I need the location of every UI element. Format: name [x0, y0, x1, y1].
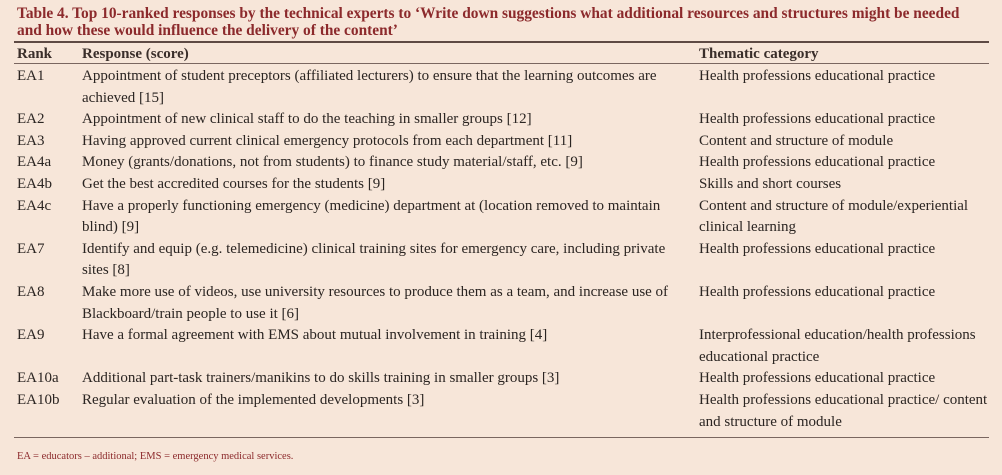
table-row — [0, 131, 1002, 153]
cell-rank: EA1 — [17, 68, 45, 84]
table-body — [0, 66, 1002, 433]
cell-rank: EA3 — [17, 132, 45, 149]
cell-rank: EA10a — [17, 370, 59, 387]
cell-category: Health professions educational practice — [699, 68, 936, 84]
cell-response: Additional part-task trainers/manikins to do skills training in smaller groups [3] — [82, 370, 560, 387]
table-row — [0, 282, 1002, 325]
cell-response: Make more use of videos, use university resources to produce them as a team, and increase use of Blackboard/train people to use it [6] — [82, 283, 669, 322]
table-top-rule — [14, 41, 989, 43]
table-row — [0, 368, 1002, 390]
cell-response: Having approved current clinical emergency protocols from each department [11] — [82, 132, 573, 149]
table-caption-line-2: and how these would influence the delivery of the content’ — [17, 22, 398, 39]
cell-response: Identify and equip (e.g. telemedicine) clinical training sites for emergency care, including private sites [8] — [82, 240, 666, 279]
table-row — [0, 239, 1002, 282]
table-row — [0, 390, 1002, 433]
table-row — [0, 152, 1002, 174]
cell-response: Regular evaluation of the implemented developments [3] — [82, 391, 425, 408]
cell-rank: EA4c — [17, 197, 52, 214]
header-response: Response (score) — [82, 46, 189, 62]
cell-category: Interprofessional education/health professions educational practice — [699, 327, 976, 365]
cell-category: Health professions educational practice — [699, 111, 936, 128]
cell-category: Skills and short courses — [699, 175, 842, 192]
table-row — [0, 66, 1002, 109]
cell-category: Content and structure of module/experiential clinical learning — [699, 197, 969, 236]
table-footnote: EA = educators – additional; EMS = emergency medical services. — [17, 451, 294, 462]
cell-rank: EA2 — [17, 111, 45, 128]
cell-rank: EA8 — [17, 283, 45, 300]
cell-response: Have a formal agreement with EMS about mutual involvement in training [4] — [82, 327, 548, 344]
cell-rank: EA10b — [17, 391, 60, 408]
cell-response: Appointment of new clinical staff to do the teaching in smaller groups [12] — [82, 111, 532, 128]
cell-rank: EA4b — [17, 175, 52, 192]
cell-category: Health professions educational practice — [699, 240, 936, 257]
cell-category: Health professions educational practice/ content and structure of module — [699, 391, 988, 430]
cell-category: Health professions educational practice — [699, 283, 936, 300]
table-row — [0, 325, 1002, 368]
cell-response: Appointment of student preceptors (affiliated lecturers) to ensure that the learning outcomes are achieved [15] — [82, 68, 657, 106]
cell-category: Health professions educational practice — [699, 154, 936, 171]
header-rank: Rank — [17, 46, 53, 62]
table-bottom-rule — [14, 437, 989, 438]
header-category: Thematic category — [699, 46, 819, 62]
table-row — [0, 174, 1002, 196]
table-caption-line-1: Table 4. Top 10-ranked responses by the technical experts to ‘Write down suggestions what additional resources and structures might be needed — [17, 5, 960, 22]
table-caption — [17, 5, 992, 39]
cell-rank: EA7 — [17, 240, 45, 257]
table-header-rule — [14, 63, 989, 64]
cell-category: Content and structure of module — [699, 132, 894, 149]
table-row — [0, 196, 1002, 239]
cell-rank: EA9 — [17, 327, 45, 344]
cell-rank: EA4a — [17, 154, 52, 171]
cell-response: Get the best accredited courses for the students [9] — [82, 175, 386, 192]
cell-response: Money (grants/donations, not from students) to finance study material/staff, etc. [9] — [82, 154, 583, 171]
table-row — [0, 109, 1002, 131]
cell-category: Health professions educational practice — [699, 370, 936, 387]
cell-response: Have a properly functioning emergency (medicine) department at (location removed to maintain blind) [9] — [82, 197, 661, 236]
